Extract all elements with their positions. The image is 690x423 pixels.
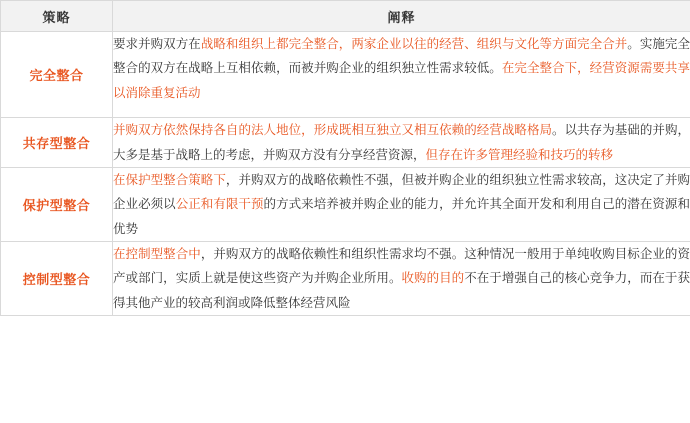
table-body: [1, 32, 690, 316]
highlighted-text: 收购的目的: [401, 271, 465, 286]
highlighted-text: 在完全整合下，: [501, 61, 590, 76]
highlighted-text: 公正和有限干预: [175, 197, 264, 212]
highlighted-text: 并购双方依然保持各自的法人地位，形成既相互独立又相互依赖的经营战略格局: [113, 123, 553, 138]
explanation-text: [113, 32, 690, 118]
explanation-text: [113, 242, 690, 316]
strategy-label: 共存型整合: [1, 118, 113, 168]
body-text: ，并购双方的战略依赖性不强，但被并购企业的组织独立性需求较高，这决定了并购企业必须以: [113, 172, 690, 212]
highlighted-text: 但存在许多管理经验和技巧的转移: [425, 147, 614, 162]
highlighted-text: 战略和组织上都完全整合，两家企业以往的经营、组织与文化等方面完全合并: [200, 37, 628, 51]
strategy-label: 保护型整合: [1, 167, 113, 241]
column-header-strategy: 策略: [1, 1, 113, 32]
highlighted-text: 在控制型整合中: [113, 247, 201, 261]
body-text: 的方式来培养被并购企业的能力，并允许其全面开发和利用自己的潜在资源和优势: [113, 197, 690, 236]
explanation-text: [113, 167, 690, 241]
explanation-text: [113, 118, 690, 168]
table-row: [1, 32, 690, 118]
body-text: 不在于增强自己的核心竞争力，而在于获得其他产业的较高利润或降低整体经营风险: [113, 271, 690, 310]
highlighted-text: 在保护型整合策略下: [113, 172, 226, 187]
table-header: [1, 1, 690, 32]
table-row: [1, 242, 690, 316]
strategy-label: 控制型整合: [1, 242, 113, 316]
highlighted-text: 经营资源需要共享以消除重复活动: [113, 61, 690, 100]
header-row: [1, 1, 690, 32]
body-text: 。以共存为基础的并购，大多是基于战略上的考虑，并购双方没有分享经营资源，: [113, 123, 690, 162]
table-row: [1, 167, 690, 241]
strategy-label: 完全整合: [1, 32, 113, 118]
body-text: 。实施完全整合的双方在战略上互相依赖，而被并购企业的组织独立性需求较低。: [113, 37, 690, 76]
column-header-explanation: 阐释: [113, 1, 690, 32]
body-text: 要求并购双方在: [113, 37, 201, 51]
body-text: ，并购双方的战略依赖性和组织性需求均不强。这种情况一般用于单纯收购目标企业的资产或部门，实质上就是使这些资产为并购企业所用。: [113, 247, 690, 286]
table-row: [1, 118, 690, 168]
